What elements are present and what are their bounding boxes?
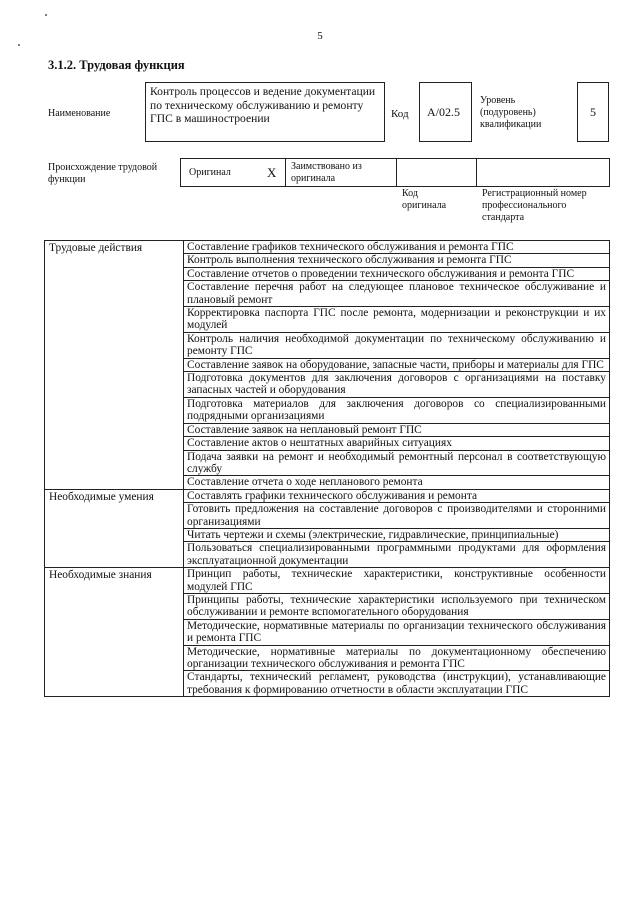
function-table [44, 240, 610, 697]
table-cell: Читать чертежи и схемы (электрические, гидравлические, принципиальные) [184, 528, 610, 541]
table-cell: Составление графиков технического обслуживания и ремонта ГПС [184, 241, 610, 254]
code-original-caption: Код оригинала [402, 188, 447, 211]
divider [396, 159, 397, 186]
registration-caption: Регистрационный номер профессионального стандарта [482, 188, 587, 223]
divider [476, 159, 477, 186]
name-value: Контроль процессов и ведение документации по техническому обслуживанию и ремонту ГПС в машиностроении [150, 85, 376, 125]
table-cell: Стандарты, технический регламент, руководства (инструкции), устанавливающие требования к формированию отчетности в области эксплуатации ГПС [184, 671, 610, 697]
table-cell: Составление актов о нештатных аварийных ситуациях [184, 437, 610, 450]
table-cell: Составление отчета о ходе непланового ремонта [184, 476, 610, 489]
original-label: Оригинал [189, 167, 231, 178]
table-cell: Контроль выполнения технического обслуживания и ремонта ГПС [184, 254, 610, 267]
section-heading: Трудовые действия [45, 241, 184, 490]
divider [285, 159, 286, 186]
borrowed-label: Заимствовано из оригинала [291, 161, 362, 184]
table-cell: Составление отчетов о проведении технического обслуживания и ремонта ГПС [184, 267, 610, 280]
page-number: 5 [317, 30, 323, 42]
table-cell: Составление заявок на оборудование, запасные части, приборы и материалы для ГПС [184, 358, 610, 371]
scan-speck [18, 44, 20, 46]
origin-table [180, 158, 610, 187]
name-label: Наименование [48, 108, 111, 119]
table-cell: Составлять графики технического обслуживания и ремонта [184, 489, 610, 502]
table-cell: Подготовка материалов для заключения договоров со специализированными подрядными организациями [184, 397, 610, 423]
level-label: Уровень (подуровень) квалификации [480, 95, 542, 130]
table-cell: Составление перечня работ на следующее плановое техническое обслуживание и плановый ремонт [184, 281, 610, 307]
table-row [45, 241, 610, 254]
table-cell: Пользоваться специализированными программными продуктами для оформления эксплуатационной документации [184, 542, 610, 568]
code-label: Код [391, 108, 409, 120]
table-cell: Подготовка документов для заключения договоров с организациями на поставку запасных частей и оборудования [184, 372, 610, 398]
table-cell: Методические, нормативные материалы по документационному обеспечению организации технического обслуживания и ремонта ГПС [184, 645, 610, 671]
section-title: 3.1.2. Трудовая функция [48, 58, 185, 72]
code-value: A/02.5 [427, 105, 460, 119]
table-cell: Принципы работы, технические характеристики используемого при техническом обслуживании и ремонте вспомогательного оборудования [184, 593, 610, 619]
table-cell: Готовить предложения на составление договоров с производителями и сторонними организациями [184, 503, 610, 529]
original-mark: X [267, 165, 277, 180]
table-cell: Составление заявок на неплановый ремонт ГПС [184, 423, 610, 436]
table-cell: Подача заявки на ремонт и необходимый ремонтный персонал в соответствующую службу [184, 450, 610, 476]
section-heading: Необходимые знания [45, 568, 184, 697]
level-value-box [577, 82, 609, 142]
table-cell: Методические, нормативные материалы по организации технического обслуживания и ремонта ГПС [184, 619, 610, 645]
table-cell: Контроль наличия необходимой документации по техническому обслуживанию и ремонту ГПС [184, 332, 610, 358]
table-cell: Корректировка паспорта ГПС после ремонта, модернизации и реконструкции и их модулей [184, 307, 610, 333]
table-row [45, 489, 610, 502]
scan-speck [45, 14, 47, 16]
section-heading: Необходимые умения [45, 489, 184, 567]
code-value-box [419, 82, 472, 142]
name-value-box [145, 82, 385, 142]
table-cell: Принцип работы, технические характеристики, конструктивные особенности модулей ГПС [184, 568, 610, 594]
table-row [45, 568, 610, 594]
origin-label: Происхождение трудовой функции [48, 162, 158, 185]
level-value: 5 [590, 105, 596, 119]
